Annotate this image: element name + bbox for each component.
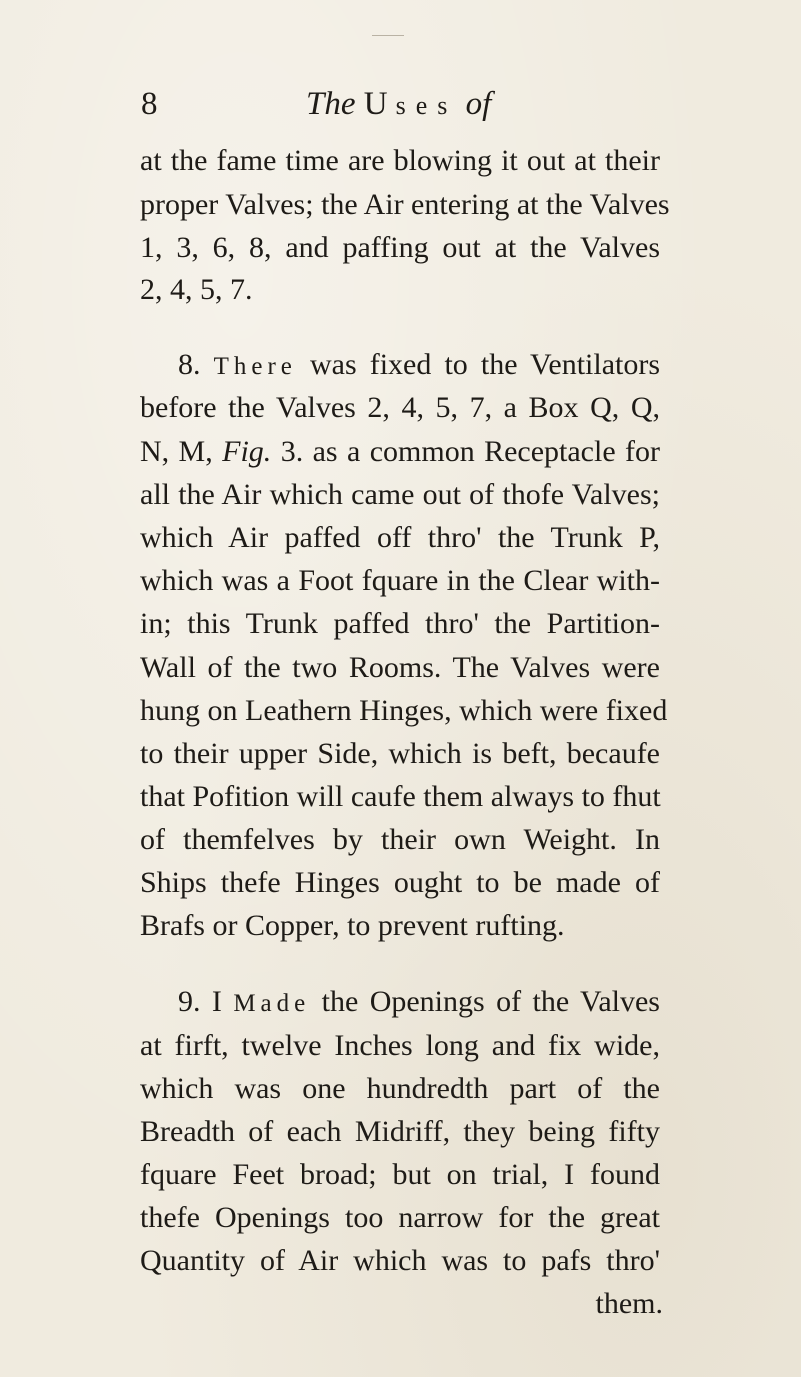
text-line: Breadth of each Midriff, they being fifty [140,1115,660,1148]
text-line: all the Air which came out of thofe Valves; [140,478,660,511]
lead-initial: I [211,985,222,1018]
text-line: that Pofition will caufe them always to fhut [140,780,661,813]
lead-word: There [213,353,297,380]
fig-prefix: N, M, [140,435,213,468]
text-line: of themfelves by their own Weight. In [140,823,660,856]
text-line: fquare Feet broad; but on trial, I found [140,1158,660,1191]
page-number: 8 [141,86,158,122]
section-number: 9. [178,985,201,1018]
text-line: which Air paffed off thro' the Trunk P, [140,521,660,554]
text-line: proper Valves; the Air entering at the Valves [140,188,670,221]
paragraph-8-first-line [178,346,660,384]
title-the: The [306,86,356,122]
text-line: 1, 3, 6, 8, and paffing out at the Valves [140,231,660,264]
text-line: 2, 4, 5, 7. [140,273,253,306]
running-header [0,84,801,128]
text-line: in; this Trunk paffed thro' the Partition- [140,607,660,640]
text-line: Wall of the two Rooms. The Valves were [140,651,660,684]
text-line: at firft, twelve Inches long and fix wide, [140,1029,660,1062]
top-rule [372,35,404,36]
fig-label: Fig. [222,435,272,468]
fig-suffix: 3. as a common Receptacle for [280,435,661,468]
text-line: before the Valves 2, 4, 5, 7, a Box Q, Q, [140,391,660,424]
first-line-rest: was fixed to the Ventilators [309,348,661,381]
text-line: which was one hundredth part of the [140,1072,660,1105]
figure-reference-line [140,433,660,471]
lead-word: Made [233,990,311,1017]
paragraph-9-first-line [178,983,660,1021]
text-line: Brafs or Copper, to prevent rufting. [140,909,565,942]
text-line: hung on Leathern Hinges, which were fixed [140,694,668,727]
title-uses-rest: ses [395,91,458,120]
text-line: Quantity of Air which was to pafs thro' [140,1244,660,1277]
text-line: at the fame time are blowing it out at their [140,144,660,177]
title-of: of [465,86,492,122]
catchword: them. [595,1287,663,1320]
title-uses-initial: U [363,86,396,122]
first-line-rest: the Openings of the Valves [321,985,660,1018]
text-line: Ships thefe Hinges ought to be made of [140,866,660,899]
text-line: which was a Foot fquare in the Clear with- [140,564,660,597]
text-line: to their upper Side, which is beft, becaufe [140,737,660,770]
section-number: 8. [178,348,201,381]
running-head-title [306,84,491,126]
text-line: thefe Openings too narrow for the great [140,1201,660,1234]
